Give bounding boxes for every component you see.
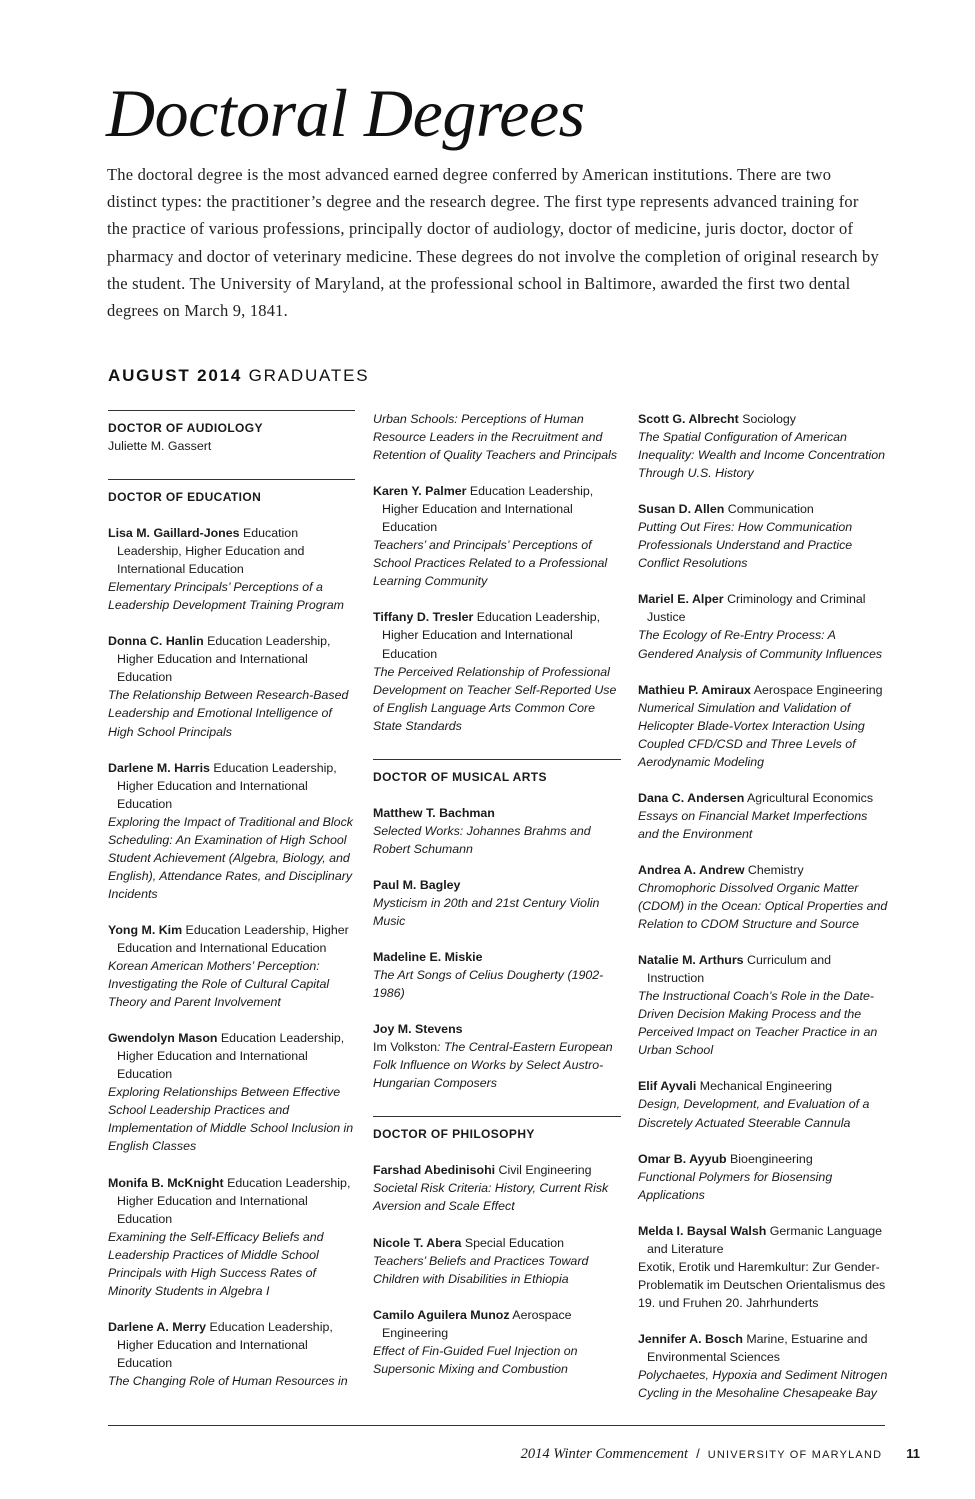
graduate-entry (638, 1330, 888, 1402)
column-1 (108, 410, 355, 1390)
graduate-entry (373, 608, 621, 734)
graduate-entry (373, 1161, 621, 1215)
graduate-field: Chemistry (744, 862, 804, 877)
graduate-field: Bioengineering (726, 1151, 813, 1166)
footer-university: UNIVERSITY OF MARYLAND (707, 1449, 883, 1461)
graduate-field: Education Leadership, Higher Education and International Education (382, 484, 594, 535)
section-heading-philosophy: DOCTOR OF PHILOSOPHY (373, 1116, 621, 1143)
graduate-entry (638, 951, 888, 1059)
graduate-name: Natalie M. Arthurs (638, 953, 744, 968)
graduate-name: Camilo Aguilera Munoz (373, 1307, 510, 1322)
graduate-name: Susan D. Allen (638, 502, 725, 517)
dissertation-title: Design, Development, and Evaluation of a Discretely Actuated Steerable Cannula (638, 1097, 870, 1130)
graduate-entry (373, 1306, 621, 1378)
footer-separator: / (696, 1446, 700, 1461)
graduate-entry (373, 876, 621, 930)
intro-paragraph: The doctoral degree is the most advanced earned degree conferred by American institutions. There are two distinct types: the practitioner’s degree and the research degree. The first type represents advanced training for the practice of various professions, principally doctor of audiology, doctor of medicine, juris doctor, doctor of pharmacy and doctor of veterinary medicine. These degrees do not involve the completion of original research by the student. The University of Maryland, at the professional school in Baltimore, awarded the first two dental degrees on March 9, 1841. (107, 165, 879, 321)
graduate-field: Education Leadership, Higher Education and International Education (117, 526, 305, 577)
graduate-entry (373, 1020, 621, 1092)
dissertation-title-continued: Urban Schools: Perceptions of Human Resource Leaders in the Recruitment and Retention of Quality Teachers and Principals (373, 412, 618, 463)
graduate-name: Nicole T. Abera (373, 1235, 462, 1250)
dissertation-title: Essays on Financial Market Imperfections and the Environment (638, 808, 868, 841)
column-2 (373, 410, 621, 1378)
dissertation-title: The Changing Role of Human Resources in (108, 1373, 348, 1388)
graduate-name: Monifa B. McKnight (108, 1175, 224, 1190)
dissertation-title: The Art Songs of Celius Dougherty (1902-1986) (373, 968, 604, 1001)
graduates-label: GRADUATES (248, 366, 370, 385)
dissertation-title-prefix: Im Volkston (373, 1040, 438, 1055)
dissertation-title: Teachers’ Beliefs and Practices Toward Children with Disabilities in Ethiopia (373, 1253, 589, 1286)
graduate-field: Education Leadership, Higher Education and International Education (382, 610, 601, 661)
graduate-name: Dana C. Andersen (638, 790, 745, 805)
footer-event: 2014 Winter Commencement (520, 1446, 689, 1462)
dissertation-title: The Instructional Coach’s Role in the Date-Driven Decision Making Process and the Perceived Impact on Teacher Practice in an Urban School (638, 989, 878, 1058)
footer-divider (108, 1425, 885, 1426)
graduate-field: Education Leadership, Higher Education and International Education (117, 634, 331, 685)
graduate-name: Andrea A. Andrew (638, 862, 745, 877)
graduate-entry (638, 861, 888, 933)
graduate-field: Education Leadership, Higher Education and International Education (117, 1031, 345, 1082)
dissertation-title: Korean American Mothers’ Perception: Investigating the Role of Cultural Capital Theory and Parent Involvement (108, 959, 330, 1010)
dissertation-title: : The Central-Eastern European Folk Influence on Works by Select Austro-Hungarian Composers (373, 1040, 613, 1091)
graduate-name: Tiffany D. Tresler (373, 610, 474, 625)
graduate-entry (638, 1150, 888, 1204)
dissertation-title: Putting Out Fires: How Communication Professionals Understand and Practice Conflict Resolutions (638, 520, 853, 571)
page-number: 11 (906, 1446, 920, 1461)
graduate-field: Aerospace Engineering (382, 1307, 572, 1340)
graduate-field: Communication (724, 502, 814, 517)
graduates-date: AUGUST 2014 (108, 366, 243, 385)
graduate-name: Scott G. Albrecht (638, 412, 739, 426)
dissertation-title: Mysticism in 20th and 21st Century Violin Music (373, 895, 600, 928)
dissertation-title: Chromophoric Dissolved Organic Matter (CDOM) in the Ocean: Optical Properties and Relation to CDOM Structure and Source (638, 880, 888, 932)
dissertation-title: Functional Polymers for Biosensing Applications (638, 1169, 833, 1202)
dissertation-title: Numerical Simulation and Validation of Helicopter Blade-Vortex Interaction Using Coupled CFD/CSD and Three Levels of Aerodynamic Modeling (638, 700, 865, 769)
dissertation-title: Exploring the Impact of Traditional and Block Scheduling: An Examination of High School Student Achievement (Algebra, Biology, and English), Attendance Rates, and Disciplinary Incidents (108, 814, 353, 901)
dissertation-title: Selected Works: Johannes Brahms and Robert Schumann (373, 823, 591, 856)
page-title: Doctoral Degrees (106, 75, 585, 151)
graduate-field: Education Leadership, Higher Education and International Education (117, 1319, 333, 1370)
graduate-name: Donna C. Hanlin (108, 634, 204, 649)
graduate-entry (638, 789, 888, 843)
graduate-field: Education Leadership, Higher Education and International Education (117, 1175, 351, 1226)
graduate-name: Madeline E. Miskie (373, 950, 483, 965)
graduate-name: Darlene A. Merry (108, 1319, 207, 1334)
graduate-entry (638, 681, 888, 771)
dissertation-title: The Perceived Relationship of Professional Development on Teacher Self-Reported Use of English Language Arts Common Core State Standards (373, 664, 617, 733)
graduate-field: Marine, Estuarine and Environmental Sciences (647, 1331, 868, 1364)
graduate-entry (108, 1318, 355, 1390)
graduate-entry (638, 410, 888, 482)
graduate-name: Melda I. Baysal Walsh (638, 1223, 767, 1238)
dissertation-title: The Spatial Configuration of American Inequality: Wealth and Income Concentration Through U.S. History (638, 430, 886, 481)
graduate-name: Mariel E. Alper (638, 592, 724, 607)
dissertation-title: Polychaetes, Hypoxia and Sediment Nitrogen Cycling in the Mesohaline Chesapeake Bay (638, 1368, 888, 1401)
graduate-name: Farshad Abedinisohi (373, 1163, 496, 1178)
graduate-field: Special Education (461, 1235, 565, 1250)
graduate-entry (108, 759, 355, 903)
dissertation-title: The Ecology of Re-Entry Process: A Gendered Analysis of Community Influences (638, 628, 883, 661)
graduate-entry (638, 1077, 888, 1131)
graduate-entry (108, 1174, 355, 1300)
graduate-entry (108, 1029, 355, 1155)
graduate-name: Gwendolyn Mason (108, 1031, 218, 1046)
graduate-name: Elif Ayvali (638, 1079, 697, 1094)
graduate-entry (373, 482, 621, 590)
dissertation-title: Exploring Relationships Between Effective School Leadership Practices and Implementation of Middle School Inclusion in English Classes (108, 1085, 354, 1154)
dissertation-title: Effect of Fin-Guided Fuel Injection on Supersonic Mixing and Combustion (373, 1343, 578, 1376)
dissertation-title: Exotik, Erotik und Haremkultur: Zur Gender-Problematik im Deutschen Orientalismus des 19. und Fruhen 20. Jahrhunderts (638, 1259, 886, 1310)
graduate-entry (638, 500, 888, 572)
graduate-entry (373, 948, 621, 1002)
graduate-entry (108, 632, 355, 740)
column-3 (638, 410, 888, 1402)
graduate-field: Criminology and Criminal Justice (647, 592, 866, 625)
section-heading-audiology: DOCTOR OF AUDIOLOGY (108, 410, 355, 437)
graduate-name: Matthew T. Bachman (373, 805, 495, 820)
graduate-entry (373, 1234, 621, 1288)
graduate-field: Curriculum and Instruction (647, 953, 832, 986)
graduate-name: Joy M. Stevens (373, 1022, 463, 1037)
graduate-field: Education Leadership, Higher Education and International Education (117, 760, 337, 811)
graduate-field: Aerospace Engineering (750, 682, 883, 697)
graduate-field: Germanic Language and Literature (647, 1223, 883, 1256)
page-footer (521, 1446, 920, 1468)
graduate-entry (638, 1222, 888, 1312)
graduate-name: Paul M. Bagley (373, 877, 461, 892)
graduate-entry (373, 804, 621, 858)
graduate-field: Agricultural Economics (744, 790, 874, 805)
dissertation-title: Teachers’ and Principals’ Perceptions of School Practices Related to a Professional Learning Community (373, 538, 608, 589)
section-heading-education: DOCTOR OF EDUCATION (108, 479, 355, 506)
graduate-field: Education Leadership, Higher Education and International Education (117, 922, 349, 955)
graduate-name: Jennifer A. Bosch (638, 1331, 743, 1346)
dissertation-title: Examining the Self-Efficacy Beliefs and Leadership Practices of Middle School Principals with High Success Rates of Minority Students in Algebra I (108, 1229, 324, 1298)
graduate-entry (638, 590, 888, 662)
dissertation-title: Societal Risk Criteria: History, Current Risk Aversion and Scale Effect (373, 1181, 609, 1214)
graduate-name: Omar B. Ayyub (638, 1151, 727, 1166)
graduate-name: Darlene M. Harris (108, 760, 210, 775)
graduate-field: Sociology (738, 412, 796, 426)
graduate-entry (108, 921, 355, 1011)
graduate-name: Mathieu P. Amiraux (638, 682, 751, 697)
graduate-field: Mechanical Engineering (696, 1079, 833, 1094)
dissertation-title: Elementary Principals’ Perceptions of a Leadership Development Training Program (108, 580, 345, 613)
section-heading-musical-arts: DOCTOR OF MUSICAL ARTS (373, 759, 621, 786)
graduates-heading (108, 366, 369, 386)
graduate-field: Civil Engineering (495, 1163, 592, 1178)
graduate-name: Yong M. Kim (108, 922, 183, 937)
graduate-name: Karen Y. Palmer (373, 484, 467, 499)
graduate-name: Lisa M. Gaillard-Jones (108, 526, 240, 541)
dissertation-title: The Relationship Between Research-Based Leadership and Emotional Intelligence of High School Principals (108, 688, 349, 739)
audiology-entry: Juliette M. Gassert (108, 439, 212, 453)
continued-entry (373, 410, 621, 464)
graduate-entry (108, 524, 355, 614)
